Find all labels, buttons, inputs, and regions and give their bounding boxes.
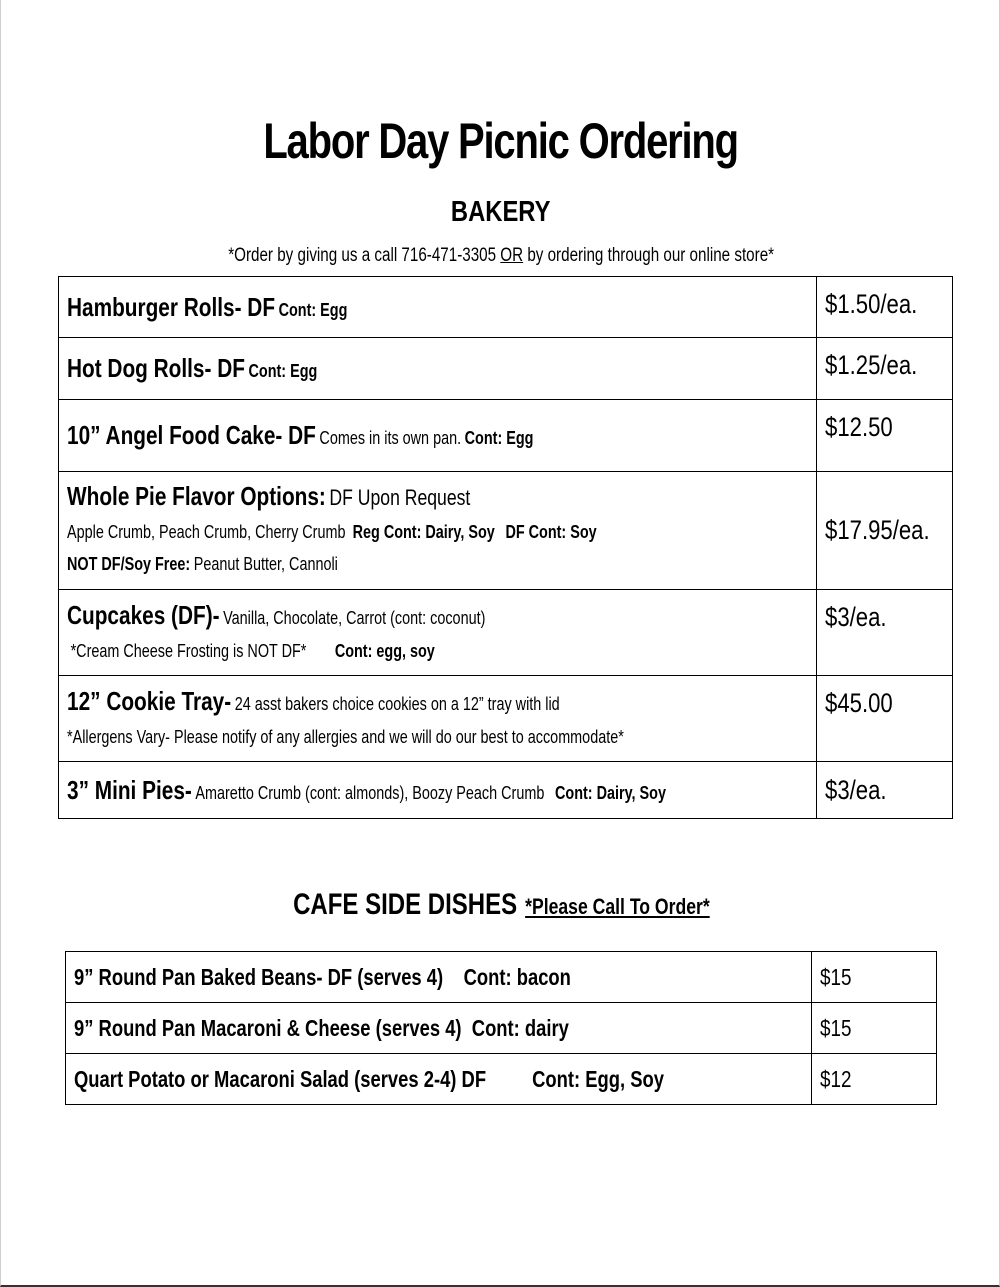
cafe-table [65,951,937,1105]
item-name: 9” Round Pan Macaroni & Cheese (serves 4) [74,1014,462,1041]
item-description [59,590,817,676]
table-row [59,590,953,676]
item-description [59,277,817,338]
order-note-text: *Order by giving us a call 716-471-3305 [228,245,501,266]
item-name: 9” Round Pan Baked Beans- DF (serves 4) [74,963,444,990]
item-allergen: Cont: Dairy, Soy [555,782,666,803]
order-note-text-end: by ordering through our online store* [522,245,774,266]
item-price: $12 [820,1065,852,1092]
item-price-cell [816,277,953,338]
table-row [59,472,953,590]
item-allergen: Cont: bacon [463,963,571,990]
section-title-cafe: CAFE SIDE DISHES [292,888,517,921]
item-name: 12” Cookie Tray- [67,686,232,716]
item-name: Whole Pie Flavor Options: [67,481,326,511]
item-name: Hot Dog Rolls- DF [67,353,245,383]
item-allergen: Cont: Egg, Soy [532,1065,664,1092]
section-title-bakery: BAKERY [451,196,551,228]
item-detail: DF Upon Request [329,485,471,510]
page-title: Labor Day Picnic Ordering [263,113,739,169]
item-name: 10” Angel Food Cake- DF [67,420,316,450]
item-price-cell [812,1054,937,1105]
item-allergen: Cont: egg, soy [334,641,435,661]
allergen-note: *Allergens Vary- Please notify of any allergies and we will do our best to accommodate* [67,727,624,747]
item-description [66,1054,812,1105]
table-row [66,952,937,1003]
item-description [59,472,817,590]
item-description [66,1003,812,1054]
item-allergen-df: DF Cont: Soy [505,522,597,542]
table-row [59,338,953,400]
item-name: Hamburger Rolls- DF [67,291,276,322]
item-price: $45.00 [824,688,893,718]
item-price-cell [816,676,953,762]
item-price: $3/ea. [824,774,887,805]
table-row [59,400,953,472]
table-row [59,277,953,338]
item-allergen: Cont: Egg [248,361,318,381]
item-name: 3” Mini Pies- [67,774,192,805]
item-price: $1.50/ea. [824,289,918,319]
item-price: $1.25/ea. [824,350,918,380]
bakery-table [58,276,953,819]
not-df-flavors: Peanut Butter, Cannoli [193,554,338,574]
item-detail: Vanilla, Chocolate, Carrot (cont: coconut) [223,608,486,628]
item-price: $15 [820,1014,852,1041]
call-to-order-note: *Please Call To Order* [524,894,710,919]
item-allergen-reg: Reg Cont: Dairy, Soy [352,522,495,542]
item-price-cell [816,762,953,819]
item-price-cell [816,590,953,676]
table-row [66,1054,937,1105]
item-price: $15 [820,963,852,990]
item-detail: 24 asst bakers choice cookies on a 12” tray with lid [234,694,560,714]
item-description [59,676,817,762]
order-note [1,245,1000,267]
item-price-cell [816,338,953,400]
item-price: $17.95/ea. [824,515,930,545]
item-detail: Amaretto Crumb (cont: almonds), Boozy Peach Crumb [195,782,545,803]
item-price-cell [812,1003,937,1054]
not-df-label: NOT DF/Soy Free: [67,554,191,574]
order-note-or: OR [500,245,523,266]
table-row [59,762,953,819]
item-price: $3/ea. [824,602,887,632]
table-row [66,1003,937,1054]
item-description [59,400,817,472]
item-allergen: Cont: dairy [471,1014,569,1041]
item-price: $12.50 [824,412,893,442]
item-name: Cupcakes (DF)- [67,600,220,630]
item-detail: Comes in its own pan. [319,428,462,448]
item-description [66,952,812,1003]
item-price-cell [812,952,937,1003]
cafe-header [1,888,1000,922]
table-row [59,676,953,762]
item-price-cell [816,472,953,590]
item-description [59,762,817,819]
item-allergen: Cont: Egg [278,299,348,320]
frosting-note: *Cream Cheese Frosting is NOT DF* [70,641,307,661]
item-allergen: Cont: Egg [464,428,534,448]
item-name: Quart Potato or Macaroni Salad (serves 2-4) DF [74,1065,487,1092]
pie-flavors: Apple Crumb, Peach Crumb, Cherry Crumb [67,522,346,542]
item-price-cell [816,400,953,472]
item-description [59,338,817,400]
